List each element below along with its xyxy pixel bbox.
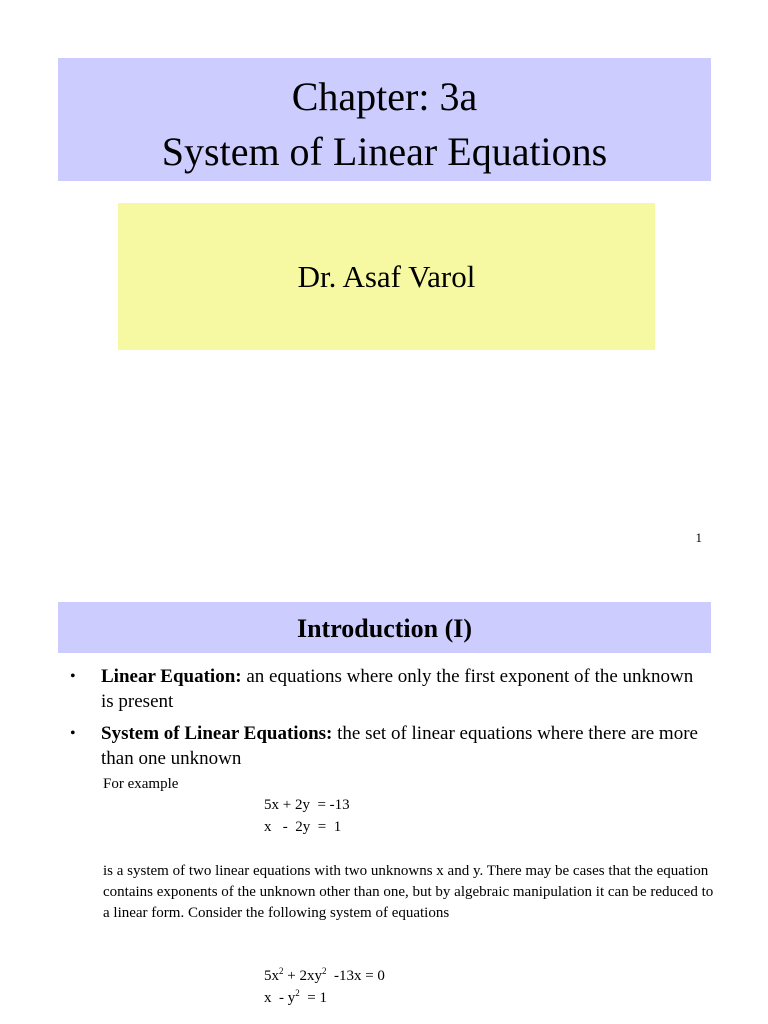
explanation-paragraph: is a system of two linear equations with two unknowns x and y. There may be cases that the equation contains exponents of the unknown other than one, but by algebraic manipulation it can be reduced to a linear form. Consider the following system of equations <box>103 863 714 921</box>
slide-title <box>58 58 711 181</box>
eq-term: 5x <box>264 968 279 984</box>
eq-term: + 2xy <box>283 968 322 984</box>
section-title <box>58 602 711 653</box>
bullet-term: Linear Equation: <box>101 666 242 687</box>
bullet-linear-equation <box>70 664 710 714</box>
section-title-text: Introduction (I) <box>296 614 473 643</box>
example-label: For example <box>103 776 179 792</box>
slide-title-line-2: System of Linear Equations <box>161 129 608 174</box>
author-name: Dr. Asaf Varol <box>297 259 476 294</box>
author-box <box>118 203 655 350</box>
eq-term: x - y <box>264 990 296 1006</box>
bullet-body <box>101 664 710 714</box>
bullet-dot: • <box>70 725 76 742</box>
eq-term: = 1 <box>299 990 327 1006</box>
slide-title-line-1: Chapter: 3a <box>291 74 478 119</box>
bullet-dot: • <box>70 668 76 685</box>
eq-term: -13x = 0 <box>326 968 385 984</box>
example-equation-1: 5x + 2y = -13 <box>264 797 350 813</box>
bullet-text: the set of linear equations where there are more than one unknown <box>101 723 698 769</box>
bullet-text: an equations where only the first exponent of the unknown is present <box>101 666 694 712</box>
nonlinear-equation-1 <box>264 966 385 987</box>
bullet-term: System of Linear Equations: <box>101 723 333 744</box>
page-number: 1 <box>695 530 702 545</box>
eq-exponent: 2 <box>295 988 300 998</box>
nonlinear-equation-2 <box>264 988 327 1009</box>
example-equation-2: x - 2y = 1 <box>264 819 342 835</box>
bullet-system-of-linear-equations <box>70 721 710 771</box>
eq-exponent: 2 <box>321 966 327 976</box>
eq-exponent: 2 <box>279 966 284 976</box>
bullet-body <box>101 721 710 771</box>
